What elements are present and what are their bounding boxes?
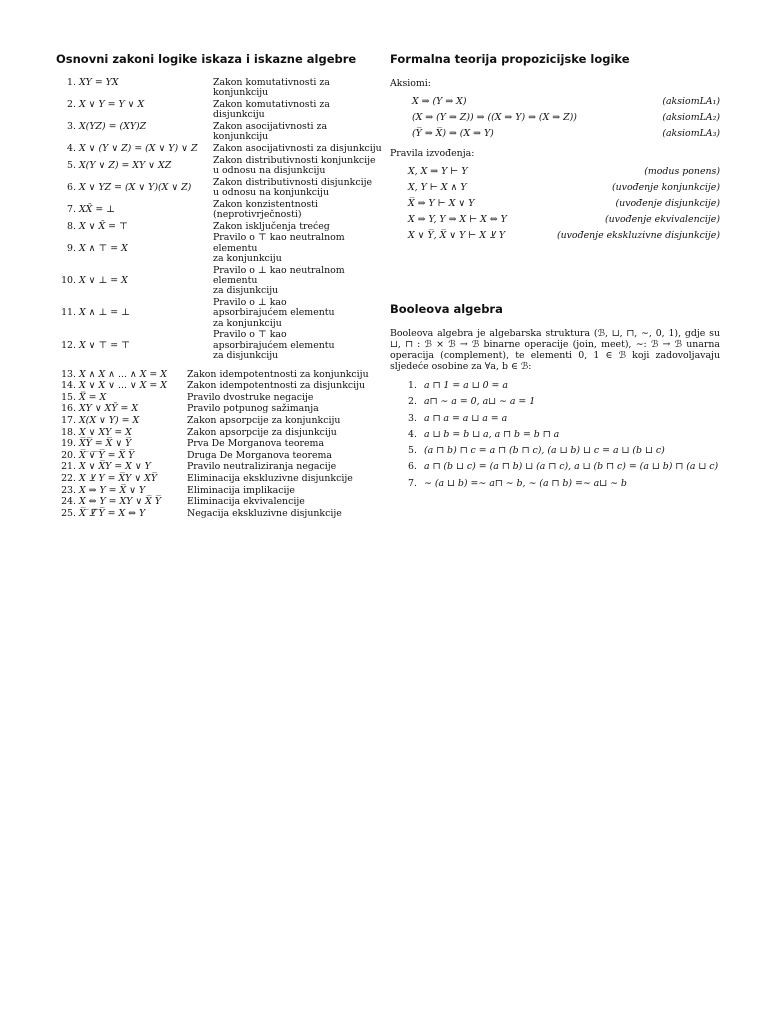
law-number: 14.: [61, 380, 76, 392]
law-row: [56, 439, 382, 449]
law-formula: X̅ ̅∨̅ ̅Y̅ = X̅ Y̅: [79, 449, 135, 461]
law-formula: X̅ ̅⊻̅ ̅Y̅ = X ⇔ Y: [79, 507, 146, 519]
law-formula: X(YZ) = (XY)Z: [79, 121, 147, 132]
law-formula: X ∨ Y = Y ∨ X: [79, 99, 145, 110]
law-name-line: Zakon asocijativnosti za disjunkciju: [213, 143, 382, 154]
axiom-formula: (X ⇒ (Y ⇒ Z)) ⇒ ((X ⇒ Y) ⇒ (X ⇒ Z)): [412, 112, 577, 123]
law-name-line: za disjunkciju: [213, 350, 279, 362]
rules-list: [390, 164, 720, 244]
boolean-property: [390, 459, 720, 475]
law-row: [56, 451, 382, 461]
boolean-property: [390, 443, 720, 459]
law-number: 15.: [61, 391, 76, 403]
boolean-property: [390, 378, 720, 394]
theory-title: Formalna teorija propozicijske logike: [390, 52, 630, 66]
rule-tag: (uvođenje konjunkcije): [611, 182, 720, 193]
axioms-list: [390, 94, 720, 142]
law-name-line: Zakon isključenja trećeg: [213, 220, 330, 232]
law-name: [213, 78, 382, 99]
law-name: Zakon apsorpcije za disjunkciju: [187, 426, 337, 438]
law-row: [56, 78, 382, 99]
boolean-property: [390, 394, 720, 410]
law-row: [56, 497, 382, 507]
law-row: [56, 393, 382, 403]
law-name-line: Pravilo o ⊥ kao: [213, 297, 287, 308]
law-name: Zakon idempotentnosti za disjunkciju: [187, 380, 366, 392]
boolean-property: [390, 411, 720, 427]
law-name: Eliminacija ekskluzivne disjunkcije: [187, 472, 353, 484]
axiom-tag: (aksiomLA₁): [662, 96, 720, 107]
law-number: 2.: [67, 99, 76, 110]
law-name-line: za disjunkciju: [213, 285, 279, 297]
axiom-row: [390, 126, 720, 142]
law-row: [56, 144, 382, 154]
law-name: [213, 222, 382, 232]
property-number: 2.: [408, 396, 417, 408]
law-number: 23.: [61, 484, 76, 496]
law-number: 24.: [61, 496, 76, 508]
axiom-tag: (aksiomLA₃): [662, 128, 720, 139]
rule-row: [390, 164, 720, 180]
law-formula: X(X ∨ Y) = X: [79, 415, 140, 426]
law-number: 4.: [67, 143, 76, 154]
law-number: 13.: [61, 368, 76, 380]
law-name-line: Zakon asocijativnosti za konjunkciju: [213, 121, 328, 143]
property-number: 4.: [408, 428, 417, 440]
boolean-property: [390, 476, 720, 492]
law-row: [56, 298, 382, 329]
property-formula: a ⊓ (b ⊔ c) = (a ⊓ b) ⊔ (a ⊓ c), a ⊔ (b ⊓ c) = (a ⊔ b) ⊓ (a ⊔ c): [424, 461, 719, 473]
law-number: 20.: [61, 449, 76, 461]
law-number: 19.: [61, 438, 76, 450]
law-number: 17.: [61, 415, 76, 426]
law-name-line: (neprotivrječnosti): [213, 209, 302, 220]
law-formula: X ∨ ⊤ = ⊤: [79, 339, 130, 351]
law-row: [56, 509, 382, 519]
axiom-formula: (Y̅ ⇒ X̅) ⇒ (X ⇒ Y): [412, 128, 494, 139]
boolean-algebra-definition: Booleova algebra je algebarska struktura (ℬ, ⊔, ⊓, ∼, 0, 1), gdje su ⊔, ⊓ : ℬ × ℬ → ℬ binarne operacije (join, meet), ∼: ℬ → ℬ unarna operacija (complement), te elementi 0, 1 ∈ ℬ koji zadovoljavaju sljedeće osobine za ∀a, b ∈ ℬ:: [390, 328, 720, 372]
rule-tag: (uvođenje ekskluzivne disjunkcije): [556, 230, 720, 241]
theory-column: [390, 52, 720, 492]
law-formula: X̿ = X: [79, 391, 107, 403]
law-name: [213, 178, 382, 199]
law-row: [56, 266, 382, 297]
law-row: [56, 474, 382, 484]
law-row: [56, 486, 382, 496]
property-formula: a ⊓ 1 = a ⊔ 0 = a: [424, 380, 508, 391]
law-name: [213, 233, 382, 264]
law-formula: XY = YX: [79, 77, 119, 88]
law-name: Pravilo neutraliziranja negacije: [187, 461, 337, 473]
law-name-line: Zakon distributivnosti disjunkcije: [213, 176, 373, 188]
law-formula: X ∧ X ∧ ... ∧ X = X: [79, 368, 167, 380]
axiom-tag: (aksiomLA₂): [662, 112, 720, 123]
law-formula: X ⊻ Y = X̅Y ∨ XY̅: [79, 472, 158, 484]
property-number: 6.: [408, 461, 417, 473]
law-row: [56, 330, 382, 361]
property-number: 7.: [408, 477, 417, 489]
property-number: 5.: [408, 445, 417, 457]
law-name-line: u odnosu na disjunkciju: [213, 165, 326, 176]
law-formula: X ∨ (Y ∨ Z) = (X ∨ Y) ∨ Z: [79, 143, 198, 154]
law-formula: X ⇒ Y = X̅ ∨ Y: [79, 484, 146, 496]
law-row: [56, 428, 382, 438]
law-number: 10.: [61, 275, 76, 286]
law-name-line: Pravilo o ⊤ kao: [213, 329, 287, 341]
law-name: Pravilo dvostruke negacije: [187, 391, 314, 403]
axiom-row: [390, 94, 720, 110]
law-number: 16.: [61, 403, 76, 415]
law-name: [213, 144, 382, 154]
law-formula: X ∨ YZ = (X ∨ Y)(X ∨ Z): [79, 181, 192, 193]
law-number: 5.: [67, 159, 76, 171]
law-number: 6.: [67, 181, 76, 193]
property-formula: a⊓ ∼ a = 0, a⊔ ∼ a = 1: [424, 396, 536, 408]
law-name-line: Zakon komutativnosti za disjunkciju: [213, 99, 330, 121]
law-name: [213, 298, 382, 329]
law-name: [213, 122, 382, 143]
boolean-algebra-title: Booleova algebra: [390, 302, 503, 316]
rule-formula: X, X ⇒ Y ⊢ Y: [408, 166, 468, 177]
law-name-line: apsorbirajućem elementu: [213, 339, 335, 351]
law-row: [56, 122, 382, 143]
laws-title: Osnovni zakoni logike iskaza i iskazne algebre: [56, 52, 357, 66]
law-row: [56, 404, 382, 414]
law-name-line: Pravilo o ⊤ kao neutralnom elementu: [213, 232, 345, 254]
law-formula: X ⇔ Y = XY ∨ X̅ Y̅: [79, 496, 162, 508]
law-number: 21.: [61, 461, 76, 473]
law-row: [56, 178, 382, 199]
law-name-line: za konjunkciju: [213, 253, 282, 264]
law-formula: XY ∨ XȲ = X: [79, 403, 139, 415]
law-name: Zakon idempotentnosti za konjunkciju: [187, 368, 369, 380]
law-name: Zakon apsorpcije za konjunkciju: [187, 415, 341, 426]
law-name: [213, 156, 382, 177]
rule-tag: (uvođenje disjunkcije): [615, 198, 720, 209]
law-number: 11.: [61, 307, 76, 319]
rule-row: [390, 228, 720, 244]
law-name: Eliminacija ekvivalencije: [187, 496, 305, 508]
law-number: 22.: [61, 472, 76, 484]
axioms-label: Aksiomi:: [390, 78, 431, 89]
rule-row: [390, 196, 720, 212]
law-number: 8.: [67, 220, 76, 232]
law-name-line: Zakon komutativnosti za konjunkciju: [213, 77, 330, 99]
law-formula: X̅Y̅ = X̅ ∨ Y̅: [79, 438, 132, 450]
property-formula: ∼ (a ⊔ b) =∼ a⊓ ∼ b, ∼ (a ⊓ b) =∼ a⊔ ∼ b: [424, 477, 627, 489]
law-name: Pravilo potpunog sažimanja: [187, 403, 319, 415]
laws-list-a: [56, 78, 382, 362]
property-formula: a ⊔ b = b ⊔ a, a ⊓ b = b ⊓ a: [424, 428, 560, 440]
law-name-line: Zakon distributivnosti konjunkcije: [213, 154, 376, 166]
law-name: Eliminacija implikacije: [187, 484, 295, 496]
law-row: [56, 381, 382, 391]
law-row: [56, 100, 382, 121]
law-formula: X ∨ ⊥ = X: [79, 275, 128, 286]
law-formula: X ∨ X̄ = ⊤: [79, 220, 128, 232]
property-formula: (a ⊓ b) ⊓ c = a ⊓ (b ⊓ c), (a ⊔ b) ⊔ c = a ⊔ (b ⊔ c): [424, 445, 665, 457]
law-number: 12.: [61, 339, 76, 351]
law-formula: X ∨ XY = X: [79, 426, 132, 438]
boolean-property: [390, 427, 720, 443]
law-number: 18.: [61, 426, 76, 438]
law-name: [213, 330, 382, 361]
law-formula: X ∧ ⊤ = X: [79, 242, 128, 254]
law-name: Prva De Morganova teorema: [187, 438, 325, 450]
rule-formula: X ⇒ Y, Y ⇒ X ⊢ X ⇔ Y: [408, 214, 507, 225]
law-formula: X(Y ∨ Z) = XY ∨ XZ: [79, 159, 172, 171]
law-name: [213, 200, 382, 221]
property-number: 3.: [408, 412, 417, 424]
law-formula: X ∧ ⊥ = ⊥: [79, 307, 130, 319]
axiom-row: [390, 110, 720, 126]
law-number: 9.: [67, 242, 76, 254]
law-name-line: Zakon konzistentnosti: [213, 198, 318, 210]
law-name-line: u odnosu na konjunkciju: [213, 187, 330, 198]
law-name-line: za konjunkciju: [213, 317, 282, 329]
law-name-line: apsorbirajućem elementu: [213, 307, 335, 319]
rule-tag: (modus ponens): [644, 166, 720, 177]
law-number: 3.: [67, 121, 76, 132]
law-number: 1.: [67, 77, 76, 88]
law-formula: X ∨ X̅Y = X ∨ Y: [79, 461, 151, 473]
rule-formula: X̅ ⇒ Y ⊢ X ∨ Y: [408, 198, 475, 209]
rule-row: [390, 180, 720, 196]
law-row: [56, 416, 382, 426]
law-number: 7.: [67, 203, 76, 215]
law-number: 25.: [61, 507, 76, 519]
law-name: [213, 100, 382, 121]
laws-column: [56, 52, 382, 520]
law-name: Negacija ekskluzivne disjunkcije: [187, 507, 342, 519]
law-name-line: Pravilo o ⊥ kao neutralnom elementu: [213, 264, 345, 286]
law-row: [56, 200, 382, 221]
rules-label: Pravila izvođenja:: [390, 148, 475, 159]
axiom-formula: X ⇒ (Y ⇒ X): [412, 96, 467, 107]
boolean-properties-list: [390, 378, 720, 492]
law-name: [213, 266, 382, 297]
law-row: [56, 222, 382, 232]
rule-tag: (uvođenje ekvivalencije): [604, 214, 720, 225]
law-row: [56, 370, 382, 380]
rule-row: [390, 212, 720, 228]
rule-formula: X ∨ Y̅, X̅ ∨ Y ⊢ X ⊻ Y: [408, 230, 506, 241]
rule-formula: X, Y ⊢ X ∧ Y: [408, 182, 467, 193]
law-row: [56, 233, 382, 264]
property-formula: a ⊓ a = a ⊔ a = a: [424, 412, 508, 424]
property-number: 1.: [408, 380, 417, 391]
laws-list-b: [56, 370, 382, 520]
law-row: [56, 156, 382, 177]
law-name: Druga De Morganova teorema: [187, 449, 332, 461]
law-row: [56, 462, 382, 472]
law-formula: X ∨ X ∨ ... ∨ X = X: [79, 380, 167, 392]
law-formula: XX̄ = ⊥: [79, 203, 115, 215]
